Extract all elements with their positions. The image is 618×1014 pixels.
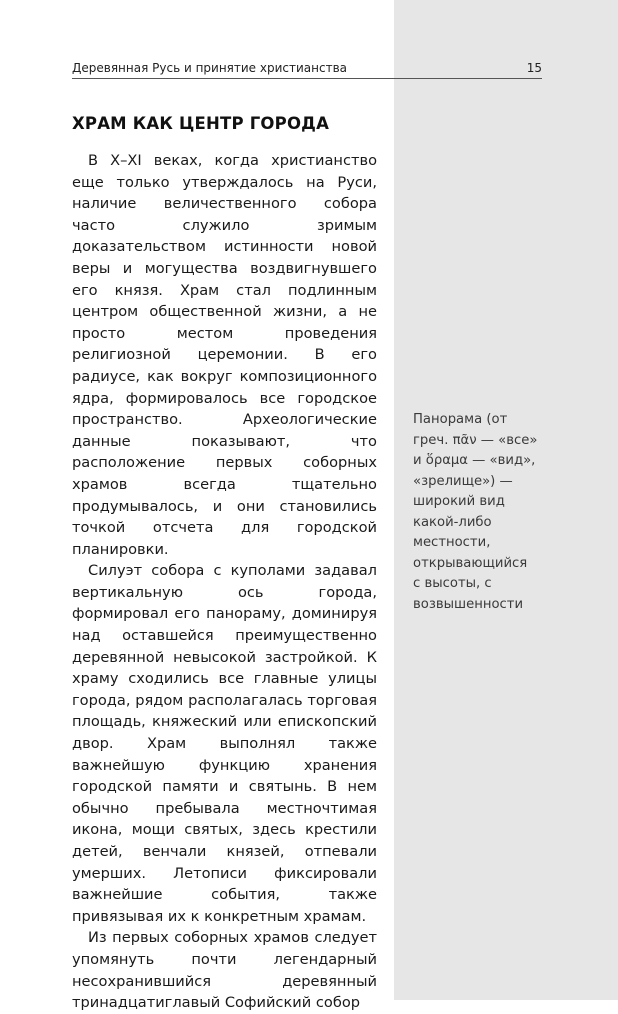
paragraph: Из первых соборных храмов следует упомянуть почти легендарный несохранившийся деревянный тринадцатиглавый Софийский собор [72,929,377,1012]
section-heading: ХРАМ КАК ЦЕНТР ГОРОДА [72,114,330,133]
sidenote-definition: Панорама (от греч. πᾶν — «все» и ὅραμα — «вид», «зрелище») — широкий вид какой-либо местности, открывающийся с высоты, с возвышенности [413,412,538,612]
paragraph: Силуэт собора с куполами задавал вертикальную ось города, формировал его панораму, доминируя над оставшейся преимущественно деревянной невысокой застройкой. К храму сходились все главные улицы города, рядом располагалась торговая площадь, княжеский или епископский двор. Храм выполнял также важнейшую функцию хранения городской памяти и святынь. В нем обычно пребывала местночтимая икона, мощи святых, здесь крестили детей, венчали князей, отпевали умерших. Летописи фиксировали важнейшие события, также привязывая их к конкретным храмам. [72,562,377,925]
body-text [72,150,377,1014]
page-number: 15 [526,61,542,75]
paragraph: В X–XI веках, когда христианство еще только утверждалось на Руси, наличие величественного собора часто служило зримым доказательством истинности новой веры и могущества воздвигнувшего его князя. Храм стал подлинным центром общественной жизни, а не просто местом проведения религиозной церемонии. В его радиусе, как вокруг композиционного ядра, формировалось все городское пространство. Археологические данные показывают, что расположение первых соборных храмов всегда тщательно продумывалось, и они становились точкой отсчета для городской планировки. [72,152,377,558]
running-head [72,60,542,79]
running-head-title: Деревянная Русь и принятие христианства [72,61,347,75]
